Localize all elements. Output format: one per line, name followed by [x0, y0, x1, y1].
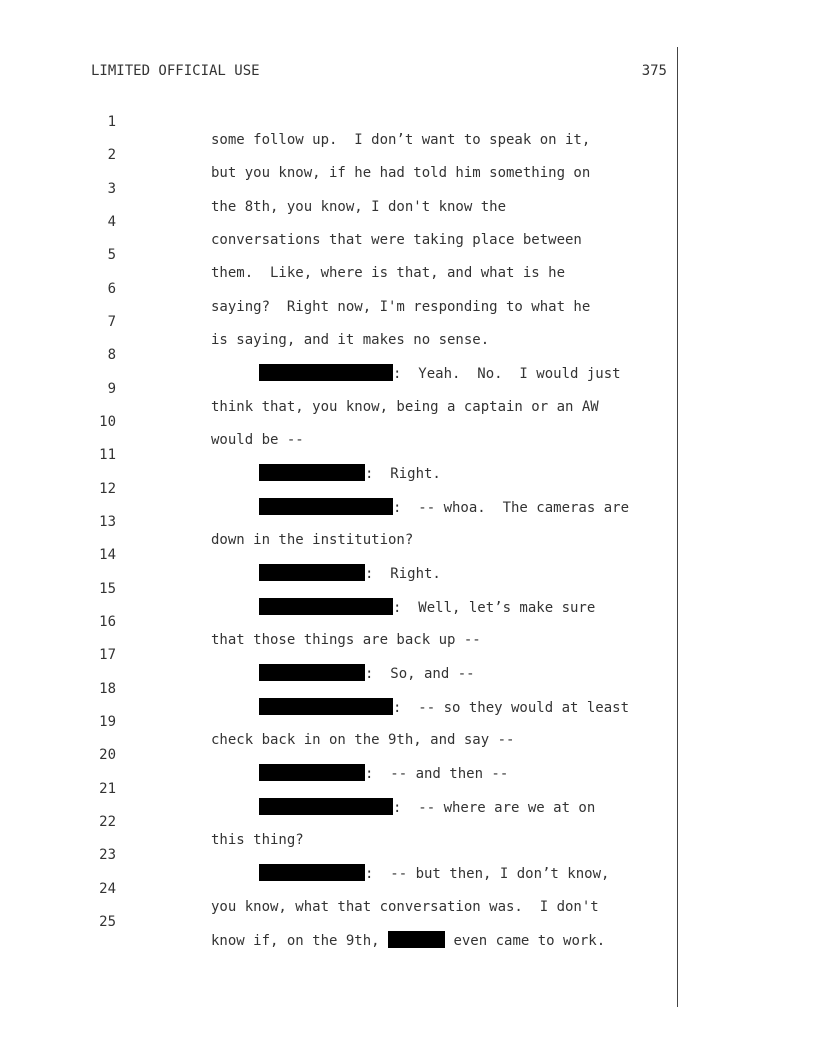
line-number: 13 [99, 514, 116, 530]
redacted-speaker-name [259, 498, 393, 515]
line-text: : So, and -- [365, 666, 475, 682]
line-number: 6 [107, 281, 116, 297]
speaker-line [259, 764, 508, 783]
line-number: 19 [99, 714, 116, 730]
line-text: : -- where are we at on [393, 800, 596, 816]
transcript-line [0, 795, 304, 848]
redacted-speaker-name [259, 464, 365, 481]
line-number: 3 [107, 181, 116, 197]
line-text: would be -- [211, 432, 304, 448]
line-number: 18 [99, 681, 116, 697]
line-number: 20 [99, 747, 116, 763]
speaker-line [259, 864, 609, 883]
line-text: think that, you know, being a captain or an AW [211, 399, 599, 415]
line-number: 21 [99, 781, 116, 797]
line-number: 25 [99, 914, 116, 930]
line-text: conversations that were taking place between [211, 232, 582, 248]
line-text: some follow up. I don’t want to speak on it, [211, 132, 591, 148]
line-number: 5 [107, 247, 116, 263]
line-number: 1 [107, 114, 116, 130]
line-text: is saying, and it makes no sense. [211, 332, 490, 348]
speaker-line [259, 498, 629, 517]
line-number: 15 [99, 581, 116, 597]
transcript-line [0, 595, 481, 648]
line-number: 24 [99, 881, 116, 897]
line-text: : -- whoa. The cameras are [393, 500, 630, 516]
line-text: : Right. [365, 466, 441, 482]
line-number: 16 [99, 614, 116, 630]
redacted-speaker-name [259, 598, 393, 615]
line-text-after: even came to work. [445, 933, 606, 949]
speaker-line [259, 464, 441, 483]
line-text: you know, what that conversation was. I don't [211, 899, 599, 915]
line-number: 17 [99, 647, 116, 663]
line-number: 7 [107, 314, 116, 330]
redacted-speaker-name [259, 698, 393, 715]
line-text: but you know, if he had told him something on [211, 165, 591, 181]
speaker-line [259, 364, 621, 383]
line-number: 12 [99, 481, 116, 497]
line-number: 23 [99, 847, 116, 863]
line-number: 9 [107, 381, 116, 397]
line-text: down in the institution? [211, 532, 414, 548]
redacted-name [388, 931, 445, 948]
speaker-line [259, 798, 595, 817]
right-margin-rule [677, 47, 678, 1007]
transcript-line [0, 95, 591, 148]
transcript-line [0, 495, 414, 548]
line-number: 2 [107, 147, 116, 163]
transcript-line [0, 395, 304, 448]
line-number: 10 [99, 414, 116, 430]
line-text-with-redaction [211, 931, 605, 950]
line-text: : -- and then -- [365, 766, 509, 782]
line-text: : Well, let’s make sure [393, 600, 596, 616]
line-number: 11 [99, 447, 116, 463]
speaker-line [259, 664, 475, 683]
line-text: this thing? [211, 832, 304, 848]
redacted-speaker-name [259, 864, 365, 881]
line-text: the 8th, you know, I don't know the [211, 199, 507, 215]
line-number: 8 [107, 347, 116, 363]
line-text: that those things are back up -- [211, 632, 481, 648]
line-text: : -- but then, I don’t know, [365, 866, 610, 882]
line-number: 22 [99, 814, 116, 830]
line-text: : -- so they would at least [393, 700, 630, 716]
line-text: saying? Right now, I'm responding to what he [211, 299, 591, 315]
speaker-line [259, 598, 595, 617]
speaker-line [259, 698, 629, 717]
page-number: 375 [641, 63, 667, 79]
redacted-speaker-name [259, 664, 365, 681]
line-text: check back in on the 9th, and say -- [211, 732, 515, 748]
classification-header: LIMITED OFFICIAL USE [91, 63, 260, 79]
line-number: 4 [107, 214, 116, 230]
redacted-speaker-name [259, 564, 365, 581]
speaker-line [259, 564, 441, 583]
line-text-before: know if, on the 9th, [211, 933, 389, 949]
redacted-speaker-name [259, 764, 365, 781]
redacted-speaker-name [259, 364, 393, 381]
line-text: : Yeah. No. I would just [393, 366, 621, 382]
redacted-speaker-name [259, 798, 393, 815]
line-number: 14 [99, 547, 116, 563]
line-text: : Right. [365, 566, 441, 582]
line-text: them. Like, where is that, and what is he [211, 265, 566, 281]
